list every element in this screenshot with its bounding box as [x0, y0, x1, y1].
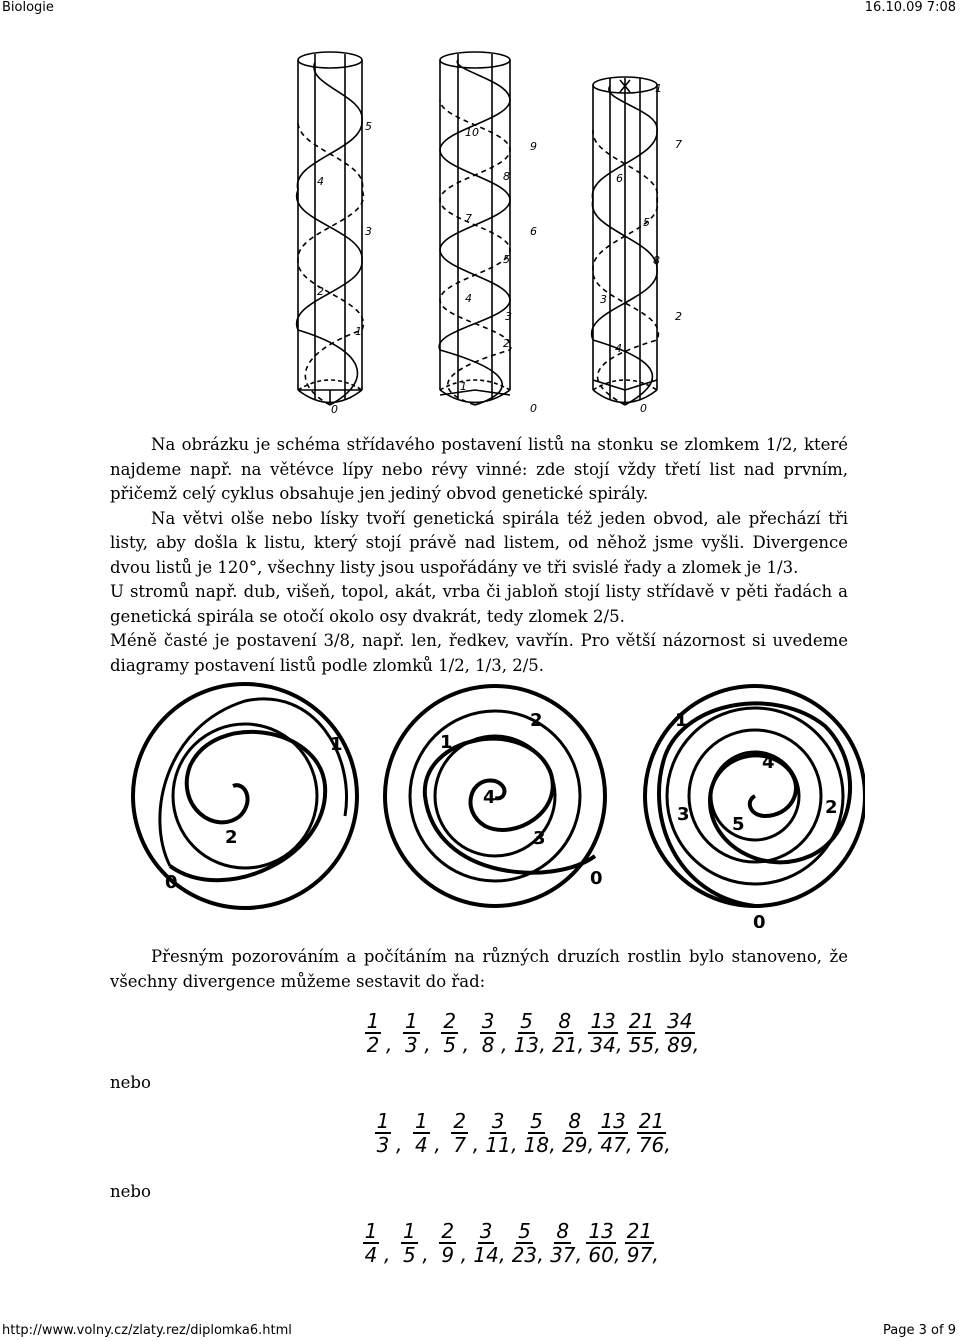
- fraction-denominator: 14: [473, 1243, 499, 1267]
- svg-text:0: 0: [165, 872, 178, 893]
- svg-text:2: 2: [225, 827, 238, 848]
- fraction-separator: ,: [626, 1132, 633, 1156]
- svg-text:9: 9: [530, 140, 537, 153]
- svg-text:1: 1: [355, 325, 362, 338]
- fraction-separator: ,: [654, 1032, 661, 1056]
- svg-text:1: 1: [460, 380, 467, 393]
- fraction: [398, 1010, 424, 1056]
- fraction-numerator: 5: [520, 1009, 533, 1033]
- fraction: [435, 1220, 461, 1266]
- svg-text:2: 2: [317, 285, 324, 298]
- fraction-denominator: 34: [590, 1033, 616, 1057]
- fraction-separator: ,: [537, 1242, 544, 1266]
- svg-text:4: 4: [483, 787, 496, 808]
- paragraph-1: Na obrázku je schéma střídavého postavení listů na stonku se zlomkem 1/2, které najdeme např. na větévce lípy nebo révy vinné: zde stojí vždy třetí list nad prvním, přičemž celý cyklus obsahuje jen jediný obvod genetické spirály.: [110, 435, 848, 503]
- fraction-numerator: 2: [453, 1109, 467, 1133]
- fraction-numerator: 13: [588, 1219, 614, 1243]
- fraction-separator: ,: [434, 1132, 441, 1156]
- svg-text:2: 2: [825, 797, 838, 818]
- fraction-separator: ,: [616, 1032, 623, 1056]
- fraction-numerator: 1: [414, 1109, 428, 1133]
- fraction-numerator: 2: [443, 1009, 457, 1033]
- svg-text:0: 0: [640, 402, 647, 415]
- svg-text:1: 1: [330, 734, 343, 755]
- svg-text:4: 4: [615, 342, 622, 355]
- fraction-separator: ,: [511, 1132, 518, 1156]
- fraction-denominator: 21: [552, 1033, 578, 1057]
- cylinder-diagrams-figure: [255, 50, 695, 420]
- fraction-numerator: 8: [558, 1009, 572, 1033]
- fraction-separator: ,: [577, 1032, 585, 1056]
- fraction-separator: ,: [424, 1032, 431, 1056]
- fraction: [358, 1220, 384, 1266]
- fraction-separator: ,: [539, 1032, 546, 1056]
- svg-text:5: 5: [503, 253, 510, 266]
- fraction: [590, 1010, 616, 1056]
- svg-text:2: 2: [675, 310, 682, 323]
- fraction: [447, 1110, 473, 1156]
- fraction-numerator: 5: [518, 1219, 531, 1243]
- fraction-numerator: 21: [638, 1109, 665, 1133]
- fraction-series-1: [360, 1010, 701, 1056]
- svg-text:7: 7: [465, 212, 472, 225]
- header-title: Biologie: [2, 0, 54, 15]
- fraction-numerator: 3: [481, 1009, 495, 1033]
- fraction: [408, 1110, 434, 1156]
- fraction-denominator: 18: [523, 1133, 550, 1157]
- svg-text:10: 10: [465, 126, 479, 139]
- fraction-separator: ,: [614, 1242, 621, 1266]
- fraction: [360, 1010, 386, 1056]
- fraction: [370, 1110, 396, 1156]
- svg-text:0: 0: [530, 402, 537, 415]
- fraction-denominator: 2: [366, 1033, 380, 1057]
- svg-text:3: 3: [505, 310, 512, 323]
- or-label-1: nebo: [110, 1073, 151, 1092]
- fraction: [639, 1110, 665, 1156]
- fraction-separator: ,: [472, 1132, 480, 1156]
- fraction-separator: ,: [587, 1132, 595, 1156]
- fraction-separator: ,: [692, 1032, 700, 1056]
- fraction-numerator: 21: [628, 1009, 655, 1033]
- fraction-denominator: 5: [402, 1243, 416, 1267]
- fraction-denominator: 7: [453, 1133, 467, 1157]
- fraction-numerator: 1: [404, 1009, 418, 1033]
- fraction-denominator: 47: [600, 1133, 626, 1157]
- fraction-separator: ,: [652, 1242, 659, 1266]
- fraction: [437, 1010, 463, 1056]
- fraction-separator: ,: [575, 1242, 583, 1266]
- svg-text:3: 3: [533, 828, 546, 849]
- fraction: [627, 1220, 653, 1266]
- fraction-denominator: 76: [638, 1133, 665, 1157]
- paragraph-3: U stromů např. dub, višeň, topol, akát, vrba či jabloň stojí listy střídavě v pěti řadách a genetická spirála se otočí okolo osy dvakrát, tedy zlomek 2/5.: [110, 582, 848, 626]
- fraction-denominator: 3: [404, 1033, 418, 1057]
- fraction-denominator: 37: [550, 1243, 576, 1267]
- cylinder-1: [297, 52, 364, 405]
- header-datetime: 16.10.09 7:08: [864, 0, 956, 15]
- fraction-denominator: 4: [364, 1243, 378, 1267]
- svg-text:3: 3: [365, 225, 372, 238]
- fraction-separator: ,: [384, 1242, 391, 1266]
- fraction: [485, 1110, 511, 1156]
- fraction-separator: ,: [499, 1242, 506, 1266]
- fraction: [475, 1010, 501, 1056]
- fraction-numerator: 1: [366, 1009, 380, 1033]
- fraction-numerator: 13: [590, 1009, 616, 1033]
- fraction-numerator: 1: [402, 1219, 416, 1243]
- fraction-separator: ,: [422, 1242, 429, 1266]
- or-label-2: nebo: [110, 1182, 151, 1201]
- svg-text:5: 5: [365, 120, 372, 133]
- fraction-separator: ,: [460, 1242, 468, 1266]
- spiral-diagrams-figure: [125, 678, 865, 928]
- fraction-series-3: [358, 1220, 661, 1266]
- cylinder-3: [592, 77, 659, 405]
- svg-text:0: 0: [331, 403, 338, 416]
- fraction-numerator: 1: [376, 1109, 390, 1133]
- cylinder-2: [439, 52, 511, 405]
- svg-text:7: 7: [675, 138, 682, 151]
- paragraph-4: Méně časté je postavení 3/8, např. len, ředkev, vavřín. Pro větší názornost si uvedeme diagramy postavení listů podle zlomků 1/2, 1/3, 2/5.: [110, 631, 848, 675]
- fraction-denominator: 29: [562, 1133, 588, 1157]
- page-header: [0, 0, 960, 20]
- fraction-denominator: 4: [414, 1133, 428, 1157]
- svg-text:3: 3: [677, 804, 690, 825]
- fraction-separator: ,: [549, 1132, 556, 1156]
- fraction: [511, 1220, 537, 1266]
- page-footer: [0, 1323, 960, 1341]
- fraction: [667, 1010, 693, 1056]
- fraction-numerator: 13: [600, 1109, 626, 1133]
- fraction: [629, 1010, 655, 1056]
- svg-text:4: 4: [317, 175, 324, 188]
- svg-text:1: 1: [675, 710, 688, 731]
- paragraph-2: Na větvi olše nebo lísky tvoří genetická spirála též jeden obvod, ale přechází tři listy, aby došla k listu, který stojí právě nad listem, od něhož jsme vyšli. Divergence dvou listů je 120°, všechny listy jsou uspořádány ve tři svislé řady a zlomek je 1/3.: [110, 508, 848, 577]
- fraction-denominator: 55: [628, 1033, 655, 1057]
- svg-text:4: 4: [762, 752, 775, 773]
- fraction-denominator: 3: [376, 1133, 390, 1157]
- fraction-numerator: 21: [626, 1219, 653, 1243]
- fraction-numerator: 2: [441, 1219, 455, 1243]
- paragraph-5: Přesným pozorováním a počítáním na různých druzích rostlin bylo stanoveno, že všechny divergence můžeme sestavit do řad:: [110, 947, 848, 991]
- svg-text:2: 2: [503, 337, 510, 350]
- fraction-numerator: 3: [491, 1109, 505, 1133]
- fraction: [513, 1010, 539, 1056]
- svg-text:5: 5: [643, 216, 650, 229]
- fraction: [562, 1110, 588, 1156]
- svg-text:6: 6: [616, 172, 623, 185]
- fraction: [473, 1220, 499, 1266]
- fraction-numerator: 1: [364, 1219, 378, 1243]
- svg-text:0: 0: [590, 868, 603, 889]
- footer-url: http://www.volny.cz/zlaty.rez/diplomka6.html: [2, 1323, 292, 1338]
- fraction-series-2: [370, 1110, 673, 1156]
- fraction-denominator: 11: [485, 1133, 511, 1157]
- fraction-denominator: 60: [588, 1243, 614, 1267]
- svg-text:1: 1: [440, 732, 453, 753]
- svg-text:0: 0: [753, 912, 766, 928]
- text-block-1: [110, 433, 848, 678]
- fraction-denominator: 89: [667, 1033, 693, 1057]
- fraction: [550, 1220, 576, 1266]
- svg-text:3: 3: [600, 293, 607, 306]
- fraction-numerator: 8: [568, 1109, 582, 1133]
- svg-text:5: 5: [732, 814, 745, 835]
- svg-text:2: 2: [530, 710, 543, 731]
- footer-page-number: Page 3 of 9: [883, 1323, 956, 1338]
- fraction-separator: ,: [396, 1132, 403, 1156]
- text-block-2: [110, 945, 848, 994]
- svg-text:8: 8: [503, 170, 510, 183]
- fraction-denominator: 97: [626, 1243, 653, 1267]
- fraction: [588, 1220, 614, 1266]
- fraction-separator: ,: [501, 1032, 508, 1056]
- fraction: [600, 1110, 626, 1156]
- fraction: [396, 1220, 422, 1266]
- svg-text:6: 6: [530, 225, 537, 238]
- svg-text:4: 4: [465, 292, 472, 305]
- fraction-numerator: 8: [556, 1219, 570, 1243]
- fraction: [552, 1010, 578, 1056]
- fraction-denominator: 5: [443, 1033, 457, 1057]
- fraction: [523, 1110, 549, 1156]
- svg-text:1: 1: [655, 82, 662, 95]
- fraction-separator: ,: [386, 1032, 393, 1056]
- fraction-separator: ,: [664, 1132, 671, 1156]
- svg-text:8: 8: [653, 254, 660, 267]
- fraction-numerator: 3: [479, 1219, 493, 1243]
- fraction-numerator: 5: [530, 1109, 543, 1133]
- fraction-denominator: 23: [511, 1243, 538, 1267]
- fraction-separator: ,: [462, 1032, 470, 1056]
- fraction-denominator: 9: [441, 1243, 455, 1267]
- fraction-denominator: 8: [481, 1033, 495, 1057]
- fraction-denominator: 13: [513, 1033, 540, 1057]
- fraction-numerator: 34: [667, 1009, 693, 1033]
